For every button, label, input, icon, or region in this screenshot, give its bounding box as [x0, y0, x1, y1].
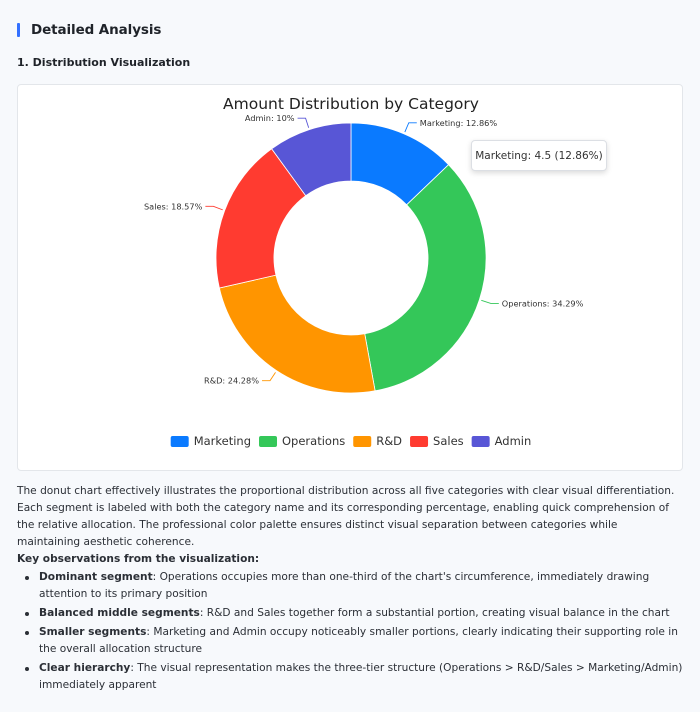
section-title: Detailed Analysis — [31, 22, 162, 38]
leader-line-operations — [481, 300, 499, 303]
observations-list — [17, 569, 683, 694]
leader-line-r-d — [262, 372, 276, 380]
donut-slice-operations[interactable] — [365, 165, 486, 391]
legend-swatch — [472, 436, 490, 447]
legend-swatch — [410, 436, 428, 447]
description-paragraph: The donut chart effectively illustrates the proportional distribution across all five categories with clear visual differentiation. Each segment is labeled with both the category name and its corresponding percentage, enabling quick comprehension of the relative allocation. The professional color palette ensures distinct visual separation between categories while maintaining aesthetic coherence. — [17, 485, 675, 548]
legend-label: Admin — [494, 434, 532, 448]
chart-tooltip: Marketing: 4.5 (12.86%) — [471, 140, 607, 171]
subsection-title: 1. Distribution Visualization — [17, 56, 191, 69]
leader-line-admin — [298, 118, 309, 128]
observation-text: : R&D and Sales together form a substantial portion, creating visual balance in the chart — [199, 607, 670, 619]
section-header — [17, 22, 161, 38]
accent-bar — [17, 23, 20, 37]
observation-title: Smaller segments — [39, 626, 147, 638]
observation-title: Clear hierarchy — [39, 662, 131, 674]
legend-label: Operations — [282, 434, 346, 448]
observation-text: : Marketing and Admin occupy noticeably smaller portions, clearly indicating their supporting role in the overall allocation structure — [39, 626, 678, 655]
description — [17, 483, 683, 696]
observation-text: : The visual representation makes the three-tier structure (Operations > R&D/Sales > Marketing/Admin) immediately apparent — [39, 662, 683, 691]
leader-line-marketing — [405, 123, 417, 132]
observation-title: Dominant segment — [39, 571, 153, 583]
list-item — [17, 605, 683, 622]
chart-legend — [171, 434, 532, 448]
chart-title: Amount Distribution by Category — [223, 95, 479, 113]
legend-label: Marketing — [193, 434, 252, 448]
legend-label: R&D — [376, 434, 403, 448]
slice-label-marketing: Marketing: 12.86% — [419, 117, 498, 128]
chart-card — [17, 84, 683, 471]
legend-item-marketing[interactable] — [171, 434, 251, 448]
list-item — [17, 569, 683, 603]
legend-item-sales[interactable] — [410, 434, 464, 448]
list-item — [17, 624, 683, 658]
legend-item-admin[interactable] — [472, 434, 532, 448]
observations-heading: Key observations from the visualization: — [17, 553, 260, 565]
legend-item-operations[interactable] — [259, 434, 345, 448]
observation-text: : Operations occupies more than one-third of the chart's circumference, immediately drawing attention to its primary position — [39, 571, 650, 600]
legend-swatch — [171, 436, 189, 447]
observation-title: Balanced middle segments — [39, 607, 200, 619]
slice-label-r-d: R&D: 24.28% — [204, 375, 260, 386]
leader-line-sales — [205, 206, 222, 210]
legend-label: Sales — [433, 434, 464, 448]
donut-slices — [216, 123, 486, 393]
legend-swatch — [259, 436, 277, 447]
slice-label-admin: Admin: 10% — [244, 113, 295, 124]
legend-swatch — [353, 436, 371, 447]
list-item — [17, 660, 683, 694]
slice-label-operations: Operations: 34.29% — [501, 298, 584, 309]
legend-item-r-d[interactable] — [353, 434, 402, 448]
slice-label-sales: Sales: 18.57% — [143, 201, 203, 212]
